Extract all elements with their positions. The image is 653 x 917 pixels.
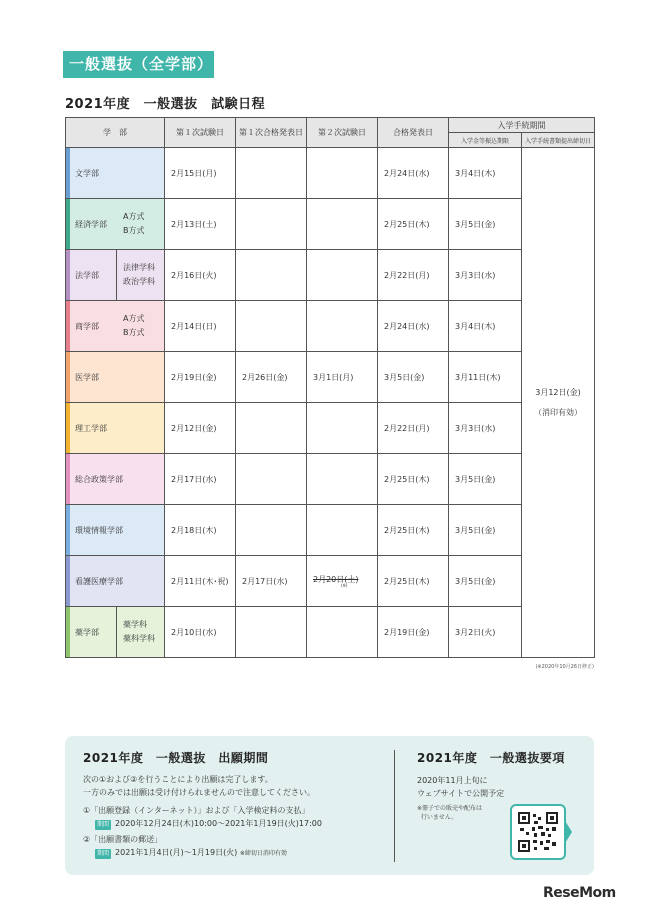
first-exam-date: 2月15日(月): [165, 148, 236, 199]
result-date: 2月22日(月): [378, 403, 449, 454]
subdivision-label: 政治学科: [123, 277, 155, 286]
period-step-2-range: [95, 847, 287, 859]
second-exam-cell: [307, 556, 378, 607]
table-row: [66, 607, 595, 658]
faculty-cell: [66, 199, 165, 250]
first-exam-date: 2月13日(土): [165, 199, 236, 250]
result-date: 2月24日(水): [378, 148, 449, 199]
header-procedure: 入学手続期間: [449, 118, 595, 133]
docs-deadline-cell: [522, 148, 595, 658]
schedule-table: [65, 117, 595, 658]
faculty-cell: [66, 352, 165, 403]
period-line-2: 一方のみでは出願は受け付けられませんので注意してください。: [83, 788, 315, 797]
table-row: [66, 352, 595, 403]
table-row: [66, 556, 595, 607]
first-exam-date: 2月18日(木): [165, 505, 236, 556]
faculty-subdivision: [123, 312, 145, 340]
subdivision-label: 薬科学科: [123, 634, 155, 643]
docs-deadline-note: （消印有効）: [534, 407, 582, 417]
docs-deadline-date: 3月12日(金): [535, 387, 581, 397]
table-row: [66, 454, 595, 505]
subdivision-label: A方式: [123, 314, 145, 323]
result-date: 2月19日(金): [378, 607, 449, 658]
fee-deadline-date: 3月4日(木): [449, 148, 522, 199]
period-step-1-dates: 2020年12月24日(木)10:00～2021年1月19日(火)17:00: [115, 819, 322, 828]
header-fee-deadline: 入学金等振込期限: [449, 133, 522, 148]
first-result-date: [236, 199, 307, 250]
faculty-name: 理工学部: [75, 423, 107, 433]
faculty-cell: [66, 403, 165, 454]
first-result-date: 2月17日(水): [236, 556, 307, 607]
subdivision-label: A方式: [123, 212, 145, 221]
first-exam-date: 2月17日(水): [165, 454, 236, 505]
guide-line-2: ウェブサイトで公開予定: [417, 789, 505, 798]
faculty-name: 環境情報学部: [75, 525, 123, 535]
result-date: 3月5日(金): [378, 352, 449, 403]
faculty-cell: [66, 454, 165, 505]
second-exam-date: [307, 505, 378, 556]
qr-code[interactable]: [510, 804, 566, 860]
header-docs-deadline: 入学手続書類提出締切日: [522, 133, 595, 148]
table-row: [66, 199, 595, 250]
faculty-subdivision: [123, 210, 145, 238]
first-exam-date: 2月10日(水): [165, 607, 236, 658]
guide-note-2: 行いません。: [420, 814, 458, 821]
table-row: [66, 250, 595, 301]
second-exam-date: 2月20日(土): [313, 575, 359, 584]
faculty-subdivision: [117, 607, 165, 658]
first-result-date: [236, 454, 307, 505]
subdivision-label: B方式: [123, 328, 145, 337]
faculty-cell: [66, 556, 165, 607]
faculty-name: 薬学部: [66, 607, 117, 658]
result-date: 2月25日(木): [378, 505, 449, 556]
period-step-2-note: ※締切日消印有効: [239, 850, 287, 857]
header-second-exam: 第２次試験日: [307, 118, 378, 148]
guide-line-1: 2020年11月上旬に: [417, 776, 488, 785]
guide-note-1: ※冊子での販売や配布は: [417, 805, 483, 812]
fee-deadline-date: 3月11日(木): [449, 352, 522, 403]
panel-divider: [394, 750, 395, 862]
second-exam-date: [307, 148, 378, 199]
period-title: 2021年度 一般選抜 出願期間: [83, 751, 269, 765]
header-faculty: 学 部: [66, 118, 165, 148]
result-date: 2月24日(水): [378, 301, 449, 352]
period-step-2: ②「出願書類の郵送」: [83, 835, 163, 844]
first-result-date: 2月26日(金): [236, 352, 307, 403]
second-exam-date: [307, 403, 378, 454]
faculty-name: 法学部: [66, 250, 117, 301]
second-exam-note: (※): [341, 583, 348, 588]
result-date: 2月25日(木): [378, 199, 449, 250]
fee-deadline-date: 3月5日(金): [449, 505, 522, 556]
first-result-date: [236, 607, 307, 658]
fee-deadline-date: 3月4日(木): [449, 301, 522, 352]
period-step-1-range: [95, 818, 322, 830]
first-exam-date: 2月16日(火): [165, 250, 236, 301]
first-result-date: [236, 148, 307, 199]
info-panel: [65, 736, 594, 875]
faculty-cell: [66, 148, 165, 199]
header-first-exam: 第１次試験日: [165, 118, 236, 148]
qr-code-icon: [518, 812, 558, 852]
table-row: [66, 505, 595, 556]
first-result-date: [236, 250, 307, 301]
fee-deadline-date: 3月2日(火): [449, 607, 522, 658]
table-row: [66, 148, 595, 199]
period-step-1: ①「出願登録（インターネット）」および「入学検定料の支払」: [83, 806, 310, 815]
faculty-name: 医学部: [75, 372, 99, 382]
result-date: 2月22日(月): [378, 250, 449, 301]
first-exam-date: 2月19日(金): [165, 352, 236, 403]
faculty-subdivision: [117, 250, 165, 301]
period-tag: 期間: [97, 850, 110, 857]
fee-deadline-date: 3月5日(金): [449, 199, 522, 250]
second-exam-date: [307, 607, 378, 658]
guide-title: 2021年度 一般選抜要項: [417, 751, 565, 765]
faculty-cell: [66, 505, 165, 556]
header-result: 合格発表日: [378, 118, 449, 148]
period-tag: 期間: [97, 821, 110, 828]
second-exam-date: [307, 250, 378, 301]
first-exam-date: 2月11日(木･祝): [165, 556, 236, 607]
header-first-result: 第１次合格発表日: [236, 118, 307, 148]
result-date: 2月25日(木): [378, 454, 449, 505]
first-exam-date: 2月12日(金): [165, 403, 236, 454]
subdivision-label: 薬学科: [123, 620, 147, 629]
first-result-date: [236, 301, 307, 352]
resemom-logo: ReseMom: [543, 885, 616, 901]
section-badge: 一般選抜（全学部）: [63, 51, 214, 78]
first-result-date: [236, 505, 307, 556]
fee-deadline-date: 3月3日(水): [449, 403, 522, 454]
guide-note: [417, 804, 482, 822]
faculty-name: 文学部: [75, 168, 99, 178]
subdivision-label: 法律学科: [123, 263, 155, 272]
faculty-name: 経済学部: [75, 219, 107, 229]
revision-note: (※2020年10月26日修正): [535, 664, 594, 670]
guide-text: [417, 774, 504, 800]
page-title: 2021年度 一般選抜 試験日程: [65, 97, 266, 112]
faculty-name: 総合政策学部: [75, 474, 123, 484]
faculty-name: 商学部: [75, 321, 99, 331]
table-row: [66, 301, 595, 352]
subdivision-label: B方式: [123, 226, 145, 235]
second-exam-date: 3月1日(月): [307, 352, 378, 403]
table-row: [66, 403, 595, 454]
period-step-2-dates: 2021年1月4日(月)～1月19日(火): [115, 848, 238, 857]
second-exam-date: [307, 454, 378, 505]
period-line-1: 次の①および②を行うことにより出願は完了します。: [83, 775, 273, 784]
fee-deadline-date: 3月3日(水): [449, 250, 522, 301]
first-exam-date: 2月14日(日): [165, 301, 236, 352]
result-date: 2月25日(木): [378, 556, 449, 607]
fee-deadline-date: 3月5日(金): [449, 454, 522, 505]
second-exam-date: [307, 301, 378, 352]
faculty-name: 看護医療学部: [75, 576, 123, 586]
fee-deadline-date: 3月5日(金): [449, 556, 522, 607]
first-result-date: [236, 403, 307, 454]
second-exam-date: [307, 199, 378, 250]
schedule-body: [66, 148, 595, 658]
faculty-cell: [66, 301, 165, 352]
